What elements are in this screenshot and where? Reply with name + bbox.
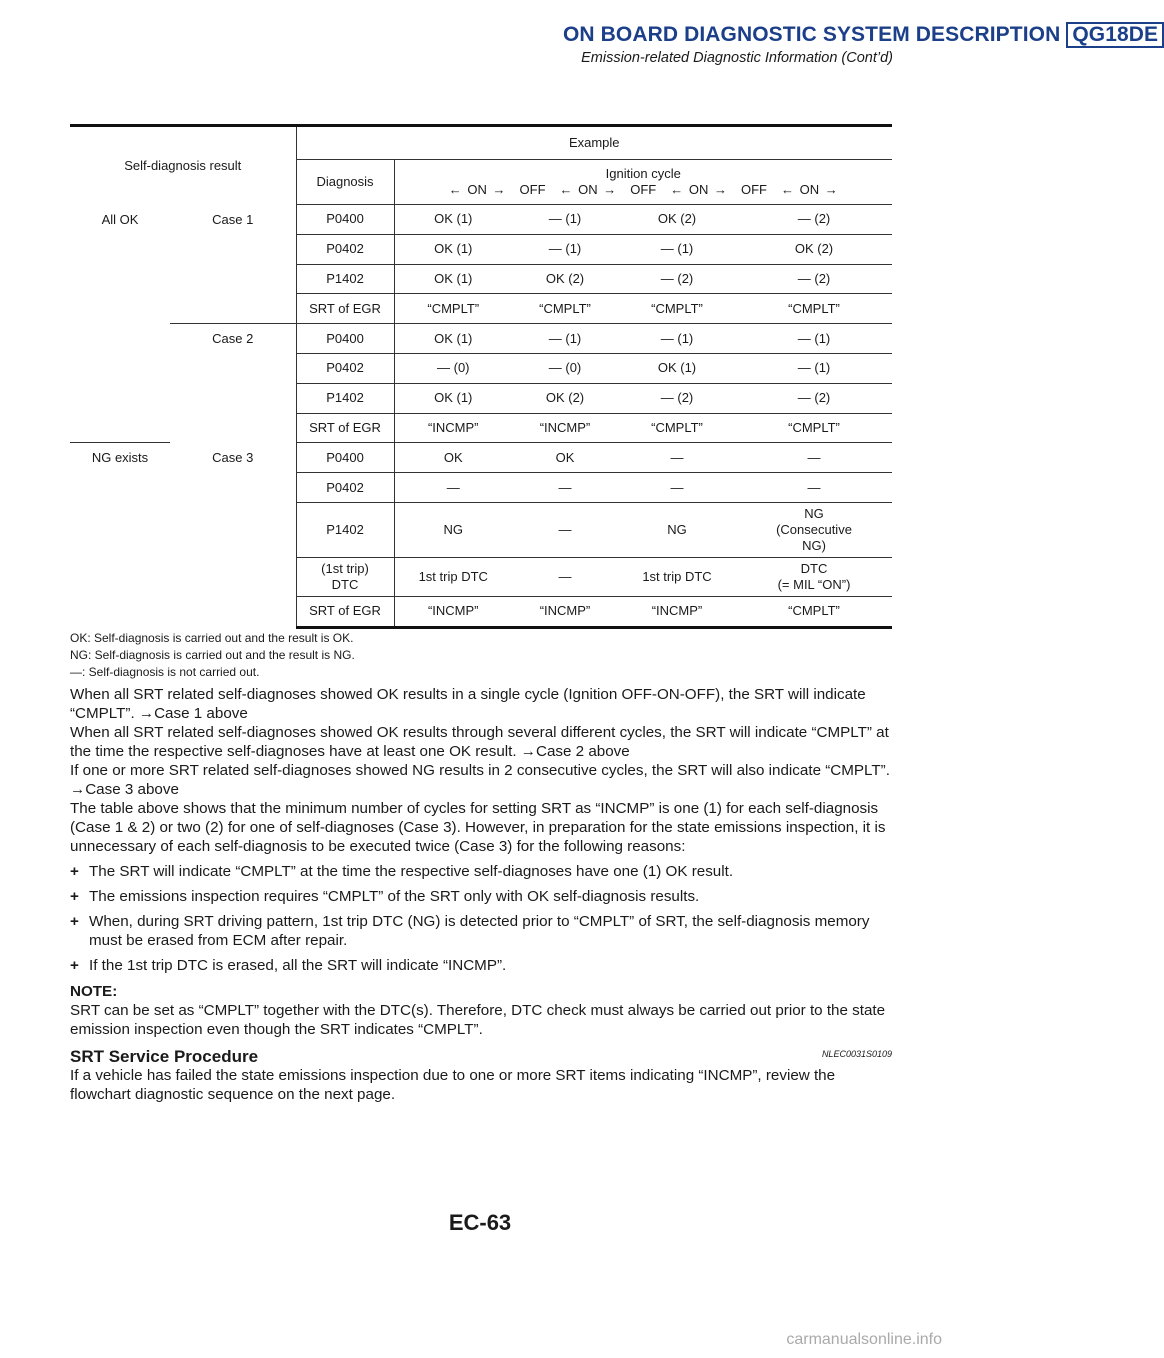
cycle-value-cell: — bbox=[394, 473, 512, 503]
diagnosis-cell: P1402 bbox=[296, 383, 394, 413]
paragraph-case2: When all SRT related self-diagnoses showed OK results through several different cycles, the SRT will indicate “CMPLT” at the time the respective self-diagnoses have at least one OK result. →Case 2 above bbox=[70, 724, 889, 760]
note-text: SRT can be set as “CMPLT” together with the DTC(s). Therefore, DTC check must always be carried out prior to the state emission inspection even though the SRT indicates “CMPLT”. bbox=[70, 1002, 886, 1038]
note-ok: OK: Self-diagnosis is carried out and the result is OK. bbox=[70, 631, 354, 645]
cycle-value-cell: — bbox=[512, 557, 618, 596]
cycle-value-cell: — (1) bbox=[512, 324, 618, 354]
cycle-value-cell: — (2) bbox=[736, 383, 892, 413]
bullet-text: When, during SRT driving pattern, 1st trip DTC (NG) is detected prior to “CMPLT” of SRT, the self-diagnosis memory must be erased from ECM after repair. bbox=[89, 913, 870, 949]
diagnosis-cell: P0402 bbox=[296, 234, 394, 264]
cycle-value-cell: 1st trip DTC bbox=[394, 557, 512, 596]
ignition-cycle-step: ← ON → bbox=[559, 182, 617, 197]
bullet-mark: + bbox=[70, 957, 79, 974]
diagnosis-cell: P1402 bbox=[296, 502, 394, 557]
diagnosis-cell: SRT of EGR bbox=[296, 294, 394, 324]
case-cell: Case 3 bbox=[170, 443, 296, 627]
cycle-value-cell: — (2) bbox=[736, 264, 892, 294]
cycle-value-cell: OK bbox=[512, 443, 618, 473]
note-dash: —: Self-diagnosis is not carried out. bbox=[70, 665, 260, 679]
page-number: EC-63 bbox=[448, 1210, 512, 1235]
page-header bbox=[563, 22, 1159, 66]
ignition-cycle-step: ← ON → bbox=[448, 182, 506, 197]
ignition-cycle-label: Ignition cycle bbox=[605, 166, 681, 181]
cycle-value-cell: — (2) bbox=[736, 205, 892, 235]
cycle-value-cell: NG (Consecutive NG) bbox=[736, 502, 892, 557]
result-group-cell: All OK bbox=[70, 205, 170, 443]
case-cell: Case 2 bbox=[170, 324, 296, 443]
bullet-item bbox=[70, 956, 892, 975]
cycle-value-cell: — (1) bbox=[512, 205, 618, 235]
table-row bbox=[70, 205, 892, 235]
diagnosis-cell: P0400 bbox=[296, 443, 394, 473]
table-notes bbox=[70, 630, 355, 681]
paragraph-minimum-cycles: The table above shows that the minimum number of cycles for setting SRT as “INCMP” is one (1) for each self-diagnosis (Case 1 & 2) or two (2) for one of self-diagnoses (Case 3). However, in preparation for the state emissions inspection, it is unnecessary of each self-diagnosis to be executed twice (Case 3) for the following reasons: bbox=[70, 800, 886, 855]
cycle-value-cell: OK (1) bbox=[618, 353, 736, 383]
cycle-value-cell: “CMPLT” bbox=[512, 294, 618, 324]
section-code: NLEC0031S0109 bbox=[821, 1049, 892, 1059]
diagnosis-cell: P0402 bbox=[296, 473, 394, 503]
cycle-value-cell: OK (2) bbox=[512, 383, 618, 413]
body-text bbox=[70, 685, 892, 1104]
diagnosis-cell: P1402 bbox=[296, 264, 394, 294]
cycle-value-cell: “INCMP” bbox=[512, 413, 618, 443]
bullet-text: If the 1st trip DTC is erased, all the SRT will indicate “INCMP”. bbox=[89, 957, 507, 974]
header-ignition-cycle bbox=[394, 160, 892, 205]
cycle-value-cell: 1st trip DTC bbox=[618, 557, 736, 596]
table-row bbox=[70, 324, 892, 354]
cycle-value-cell: — bbox=[618, 473, 736, 503]
cycle-value-cell: OK (1) bbox=[394, 234, 512, 264]
bullet-item bbox=[70, 887, 892, 906]
cycle-value-cell: “CMPLT” bbox=[736, 294, 892, 324]
header-title: ON BOARD DIAGNOSTIC SYSTEM DESCRIPTION bbox=[563, 23, 1061, 46]
ignition-cycle-step: ← ON → bbox=[780, 182, 838, 197]
header-example: Example bbox=[296, 126, 892, 160]
cycle-value-cell: — (1) bbox=[736, 324, 892, 354]
cycle-value-cell: — (1) bbox=[618, 234, 736, 264]
cycle-value-cell: — bbox=[736, 473, 892, 503]
ignition-cycle-step: OFF bbox=[740, 182, 767, 197]
result-group-cell: NG exists bbox=[91, 450, 149, 466]
bullet-item bbox=[70, 862, 892, 881]
diagnosis-cell: P0400 bbox=[296, 205, 394, 235]
cycle-value-cell: “CMPLT” bbox=[618, 413, 736, 443]
cycle-value-cell: “CMPLT” bbox=[394, 294, 512, 324]
ignition-cycle-step: ← ON → bbox=[670, 182, 727, 197]
cycle-value-cell: — bbox=[736, 443, 892, 473]
note-ng: NG: Self-diagnosis is carried out and the result is NG. bbox=[70, 648, 355, 662]
cycle-value-cell: “CMPLT” bbox=[736, 413, 892, 443]
cycle-value-cell: — (1) bbox=[618, 324, 736, 354]
bullet-mark: + bbox=[70, 913, 79, 930]
header-diagnosis: Diagnosis bbox=[296, 160, 394, 205]
bullet-text: The emissions inspection requires “CMPLT” of the SRT only with OK self-diagnosis results. bbox=[89, 888, 700, 905]
cycle-value-cell: OK (2) bbox=[512, 264, 618, 294]
bullet-item bbox=[70, 912, 892, 950]
diagnosis-cell: SRT of EGR bbox=[296, 413, 394, 443]
bullet-mark: + bbox=[70, 863, 79, 880]
ignition-cycle-step: OFF bbox=[519, 182, 546, 197]
cycle-value-cell: “CMPLT” bbox=[736, 596, 892, 627]
cycle-value-cell: “INCMP” bbox=[512, 596, 618, 627]
header-subtitle: Emission-related Diagnostic Information (Cont’d) bbox=[581, 50, 893, 66]
cycle-value-cell: DTC (= MIL “ON”) bbox=[736, 557, 892, 596]
cycle-value-cell: “INCMP” bbox=[394, 596, 512, 627]
cycle-value-cell: — bbox=[618, 443, 736, 473]
cycle-value-cell: “CMPLT” bbox=[618, 294, 736, 324]
diagnosis-cell: P0400 bbox=[296, 324, 394, 354]
section-title: SRT Service Procedure bbox=[70, 1047, 259, 1066]
cycle-value-cell: — (1) bbox=[512, 234, 618, 264]
cycle-value-cell: OK (1) bbox=[394, 205, 512, 235]
cycle-value-cell: — (0) bbox=[394, 353, 512, 383]
cycle-value-cell: — (2) bbox=[618, 264, 736, 294]
diagnosis-cell: (1st trip) DTC bbox=[296, 557, 394, 596]
cycle-value-cell: OK (2) bbox=[736, 234, 892, 264]
cycle-value-cell: OK bbox=[394, 443, 512, 473]
bullet-mark: + bbox=[70, 888, 79, 905]
section-text: If a vehicle has failed the state emissions inspection due to one or more SRT items indicating “INCMP”, review the flowchart diagnostic sequence on the next page. bbox=[70, 1067, 836, 1103]
table-row bbox=[70, 443, 892, 473]
cycle-value-cell: OK (1) bbox=[394, 383, 512, 413]
cycle-value-cell: “INCMP” bbox=[394, 413, 512, 443]
srt-example-table bbox=[70, 124, 892, 629]
cycle-value-cell: OK (1) bbox=[394, 324, 512, 354]
cycle-value-cell: — (2) bbox=[618, 383, 736, 413]
cycle-value-cell: — (1) bbox=[736, 353, 892, 383]
cycle-value-cell: OK (2) bbox=[618, 205, 736, 235]
header-self-diagnosis-result: Self-diagnosis result bbox=[70, 126, 296, 205]
watermark: carmanualsonline.info bbox=[786, 1331, 942, 1348]
ignition-cycle-step: OFF bbox=[630, 182, 657, 197]
case-cell: Case 1 bbox=[170, 205, 296, 324]
diagnosis-cell: P0402 bbox=[296, 353, 394, 383]
paragraph-case1: When all SRT related self-diagnoses showed OK results in a single cycle (Ignition OFF-ON-OFF), the SRT will indicate “CMPLT”. →Case 1 above bbox=[70, 686, 866, 722]
section-title-line bbox=[70, 1047, 892, 1066]
note-heading: NOTE: bbox=[70, 983, 118, 1000]
paragraph-case3: If one or more SRT related self-diagnoses showed NG results in 2 consecutive cycles, the SRT will also indicate “CMPLT”. →Case 3 above bbox=[70, 762, 890, 798]
cycle-value-cell: — (0) bbox=[512, 353, 618, 383]
cycle-value-cell: — bbox=[512, 473, 618, 503]
cycle-value-cell: “INCMP” bbox=[618, 596, 736, 627]
cycle-value-cell: — bbox=[512, 502, 618, 557]
model-badge: QG18DE bbox=[1066, 22, 1164, 48]
cycle-value-cell: NG bbox=[618, 502, 736, 557]
cycle-value-cell: NG bbox=[394, 502, 512, 557]
cycle-value-cell: OK (1) bbox=[394, 264, 512, 294]
bullet-text: The SRT will indicate “CMPLT” at the time the respective self-diagnoses have one (1) OK result. bbox=[89, 863, 734, 880]
diagnosis-cell: SRT of EGR bbox=[296, 596, 394, 627]
ignition-cycle-sequence bbox=[395, 182, 893, 198]
header-title-line bbox=[563, 22, 1159, 48]
